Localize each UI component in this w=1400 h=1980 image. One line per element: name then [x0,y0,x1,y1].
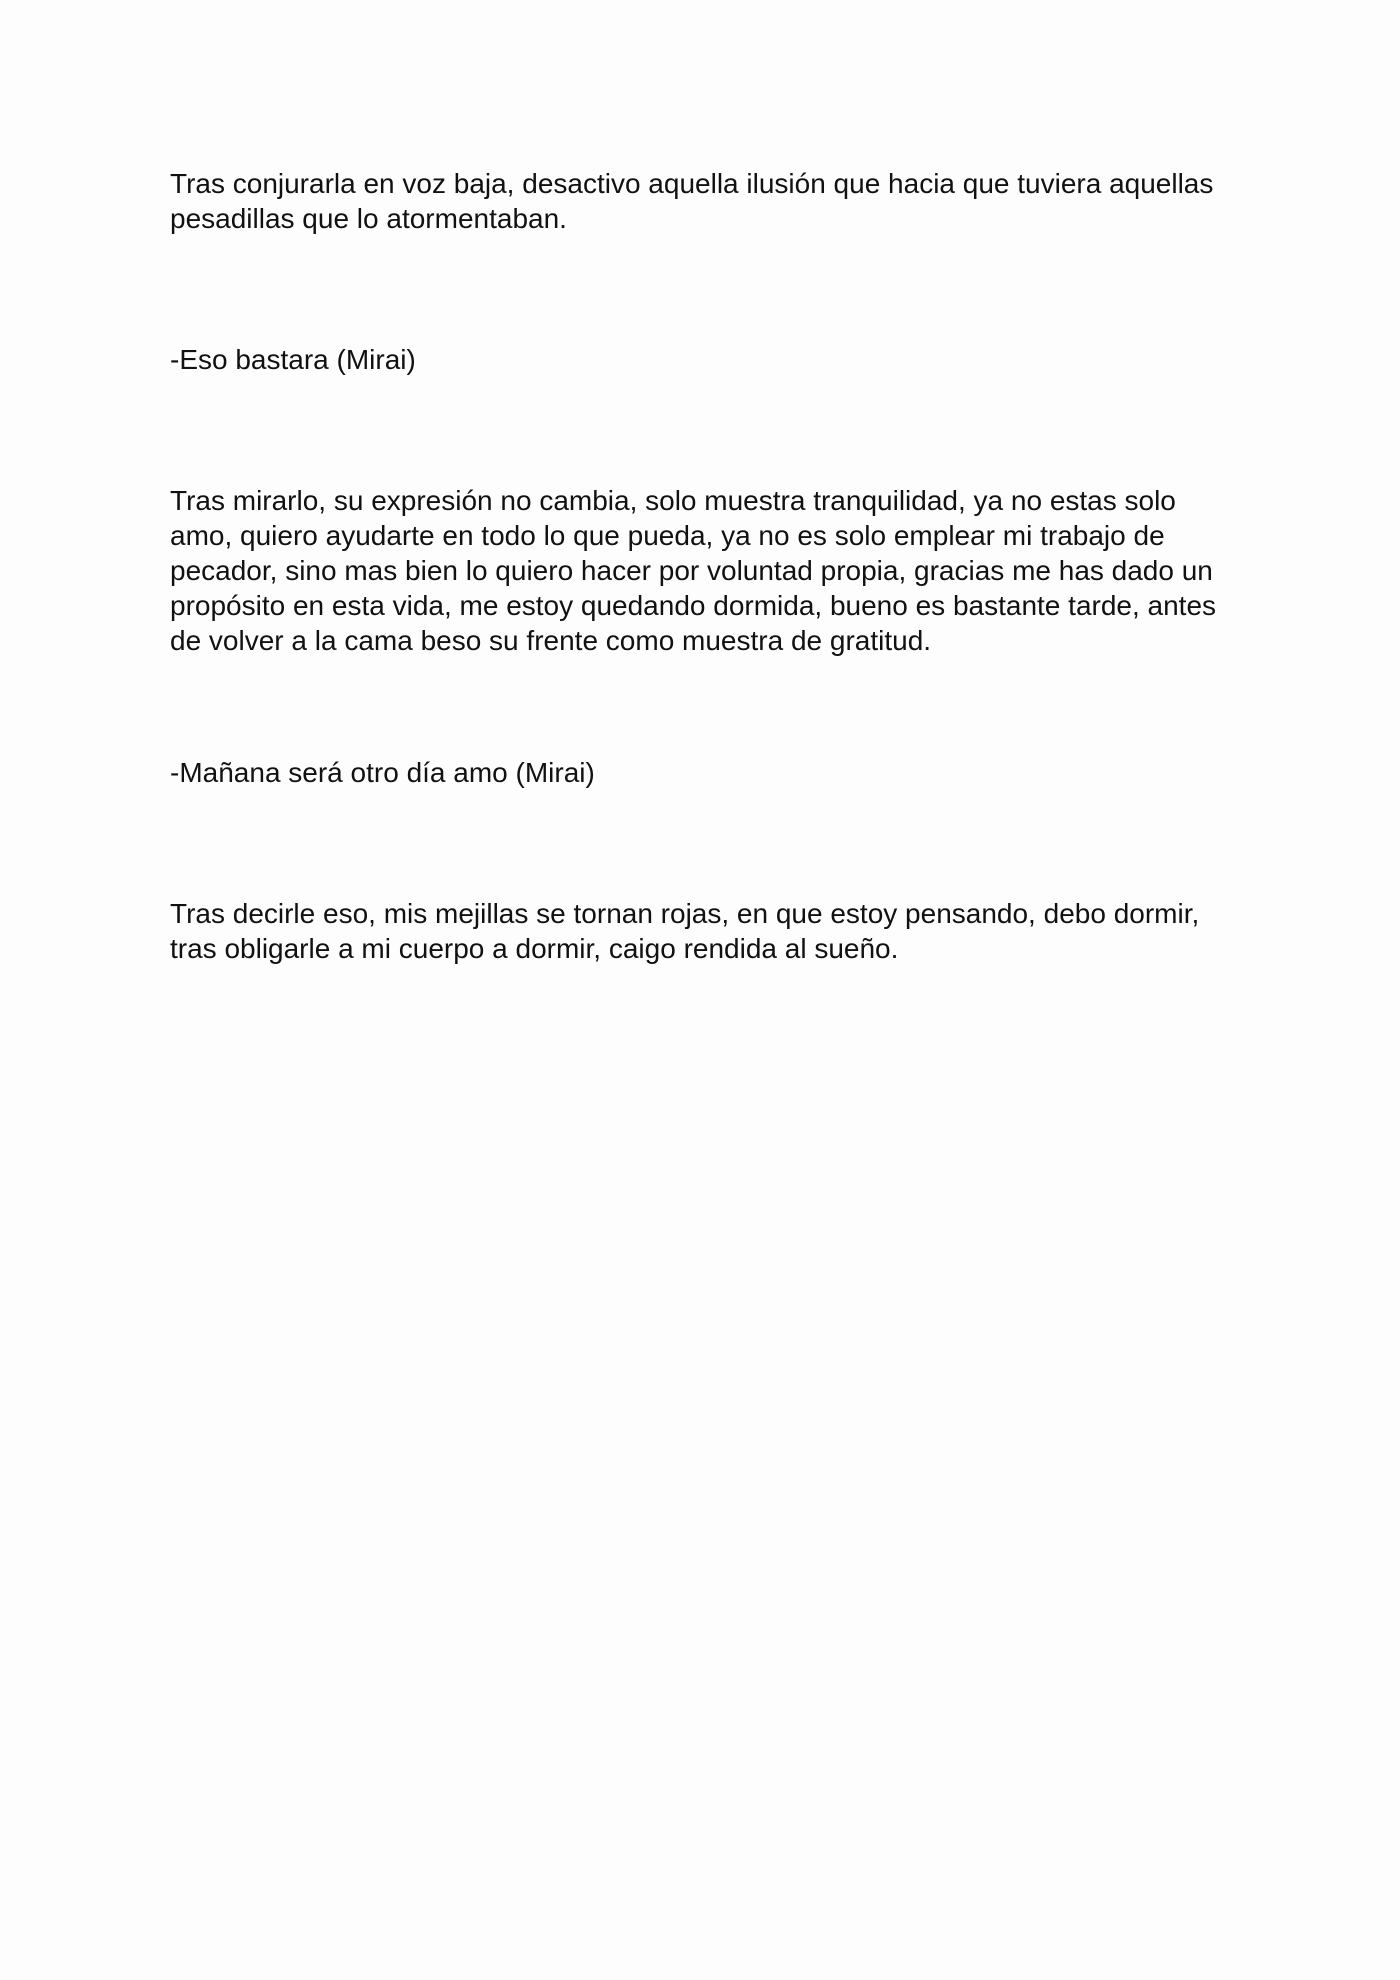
paragraph-spacer [170,790,1245,896]
paragraph-narration-2: Tras mirarlo, su expresión no cambia, solo muestra tranquilidad, ya no estas solo amo, quiero ayudarte en todo lo que pueda, ya no es solo emplear mi trabajo de pecador, sino mas bien lo quiero hacer por voluntad propia, gracias me has dado un propósito en esta vida, me estoy quedando dormida, bueno es bastante tarde, antes de volver a la cama beso su frente como muestra de gratitud. [170,485,1217,656]
document-body [170,166,1245,966]
paragraph-spacer [170,658,1245,755]
paragraph-dialogue-2: -Mañana será otro día amo (Mirai) [170,757,595,788]
paragraph-narration-1: Tras conjurarla en voz baja, desactivo aquella ilusión que hacia que tuviera aquellas pesadillas que lo atormentaban. [170,168,1214,234]
paragraph-spacer [170,236,1245,342]
paragraph-spacer [170,377,1245,483]
paragraph-dialogue-1: -Eso bastara (Mirai) [170,344,416,375]
paragraph-narration-3: Tras decirle eso, mis mejillas se tornan rojas, en que estoy pensando, debo dormir, tras obligarle a mi cuerpo a dormir, caigo rendida al sueño. [170,898,1200,964]
